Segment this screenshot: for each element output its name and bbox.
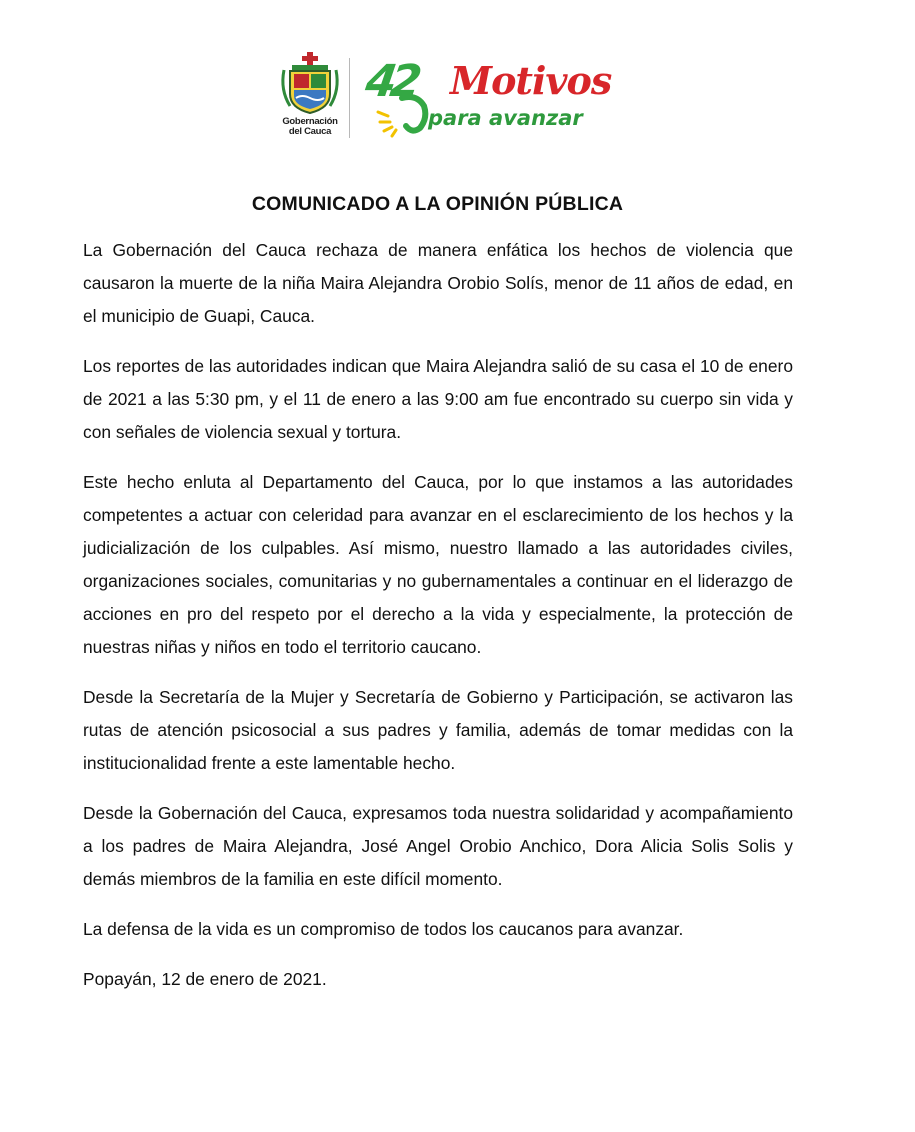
paragraph-call-to-authorities: Este hecho enluta al Departamento del Cauca, por lo que instamos a las autoridades competentes a actuar con celeridad para avanzar en el esclarecimiento de los hechos y la judicialización de los culpables. Así mismo, nuestro llamado a las autoridades civiles, organizaciones sociales, comunitarias y no gubernamentales a continuar en el liderazgo de acciones en pro del respeto por el derecho a la vida y especialmente, la protección de nuestras niñas y niños en todo el territorio caucano. (83, 472, 793, 657)
document-title: COMUNICADO A LA OPINIÓN PÚBLICA (251, 193, 624, 215)
campaign-name: Motivos (450, 58, 612, 103)
logo-divider (349, 58, 350, 138)
paragraph-solidarity: Desde la Gobernación del Cauca, expresamos toda nuestra solidaridad y acompañamiento a los padres de Maira Alejandra, José Angel Orobio Anchico, Dora Alicia Solis Solis y demás miembros de la familia en este difícil momento. (83, 803, 793, 889)
paragraph-closing: La defensa de la vida es un compromiso de todos los caucanos para avanzar. (83, 919, 684, 939)
paragraph-condemnation: La Gobernación del Cauca rechaza de manera enfática los hechos de violencia que causaron la muerte de la niña Maira Alejandra Orobio Solís, menor de 11 años de edad, en el municipio de Guapi, Cauca. (83, 240, 793, 326)
campaign-number: 42 (362, 56, 419, 107)
coat-of-arms-logo (278, 50, 342, 145)
paragraph-psychosocial-routes: Desde la Secretaría de la Mujer y Secretaría de Gobierno y Participación, se activaron las rutas de atención psicosocial a sus padres y familia, además de tomar medidas con la institucionalidad frente a este lamentable hecho. (83, 687, 793, 773)
campaign-logo (362, 54, 612, 139)
document-body (83, 234, 793, 1013)
place-and-date: Popayán, 12 de enero de 2021. (83, 969, 327, 989)
crest-label: Gobernación del Cauca (282, 116, 338, 137)
campaign-tagline: para avanzar (428, 106, 583, 130)
letterhead (278, 50, 612, 145)
paragraph-reports: Los reportes de las autoridades indican que Maira Alejandra salió de su casa el 10 de enero de 2021 a las 5:30 pm, y el 11 de enero a las 9:00 am fue encontrado su cuerpo sin vida y con señales de violencia sexual y tortura. (83, 356, 793, 442)
